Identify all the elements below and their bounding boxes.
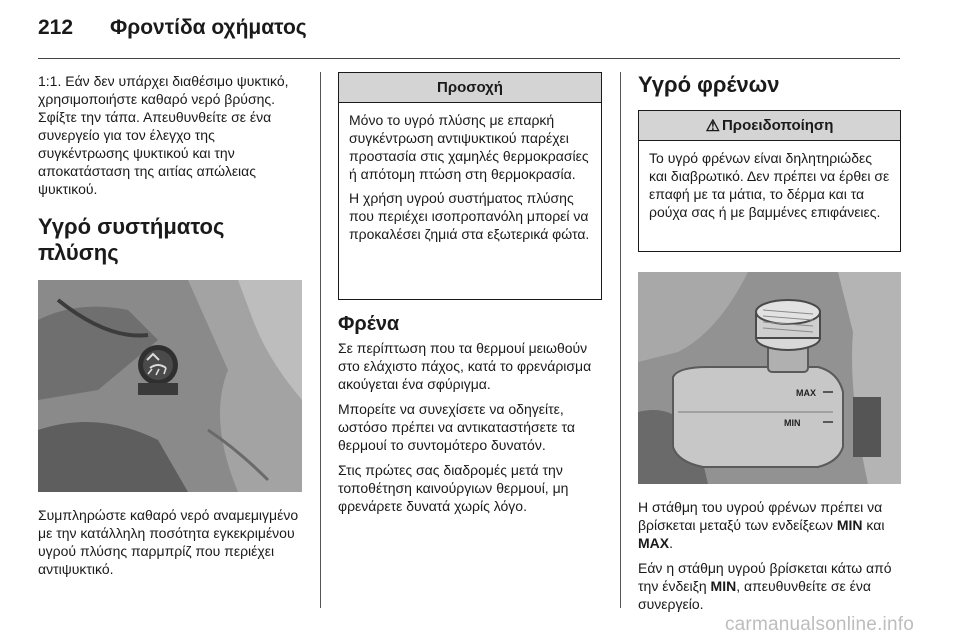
caution-text-2: Η χρήση υγρού συστήματος πλύσης που περιέχει ισοπροπανόλη μπορεί να προκαλέσει ζημιά στα εξωτερικά φώτα. — [349, 190, 590, 242]
caution-text-1: Μόνο το υγρό πλύσης με επαρκή συγκέντρωση αντιψυκτικού παρέχει προστασία στις χαμηλές θερμοκρασίες ή απότομη πτώση στη θερμοκρασία. — [349, 112, 589, 182]
max-mark-text: MAX — [638, 535, 670, 551]
caution-box — [338, 72, 602, 300]
level-text-part: . — [669, 535, 674, 551]
warning-title: Προειδοποίηση — [721, 117, 834, 134]
min-mark-text: MIN — [710, 578, 737, 594]
washer-fluid-caption: Συμπληρώστε καθαρό νερό αναμεμιγμένο με την κατάλληλη ποσότητα εγκεκριμένου υγρού πλύσης παρμπρίζ που περιέχει αντιψυκτικό. — [38, 507, 299, 577]
header-divider — [38, 58, 900, 59]
page-title: Φροντίδα οχήματος — [110, 16, 307, 39]
brake-fluid-text — [621, 498, 901, 613]
column-2 — [338, 72, 602, 522]
level-text-part: και — [862, 517, 885, 533]
page-number: 212 — [38, 16, 74, 39]
level-text-part: Η στάθμη του υγρού φρένων πρέπει να βρίσκεται μεταξύ των ενδείξεων — [638, 499, 883, 533]
warning-icon: ⚠ — [705, 118, 720, 135]
low-text-part: , απευθυνθείτε σε ένα συνεργείο. — [638, 578, 871, 612]
brake-fluid-heading: Υγρό φρένων — [638, 72, 780, 97]
brakes-text-3: Στις πρώτες σας διαδρομές μετά την τοποθέτηση καινούργιων θερμουί, μη φρενάρετε δυνατά χωρίς λόγο. — [338, 462, 569, 514]
max-label: MAX — [796, 388, 816, 398]
washer-fluid-heading: Υγρό συστήματος πλύσης — [38, 214, 225, 265]
min-label: MIN — [784, 418, 801, 428]
brake-fluid-low-text — [638, 559, 901, 613]
low-text-part: Εάν η στάθμη υγρού βρίσκεται κάτω από την ένδειξη — [638, 560, 892, 594]
brakes-text-2: Μπορείτε να συνεχίσετε να οδηγείτε, ωστόσο πρέπει να αντικαταστήσετε τα θερμουί το συντομότερο δυνατόν. — [338, 401, 575, 453]
brake-fluid-level-text — [638, 498, 901, 552]
min-mark-text: MIN — [836, 517, 863, 533]
coolant-intro-text: 1:1. Εάν δεν υπάρχει διαθέσιμο ψυκτικό, χρησιμοποιήστε καθαρό νερό βρύσης. Σφίξτε την τάπα. Απευθυνθείτε σε ένα συνεργείο για τον έλεγχο της συγκέντρωσης ψυκτικού και την αποκατάσταση της αιτίας απώλειας ψυκτικού. — [38, 73, 289, 197]
page-header — [38, 14, 900, 44]
caution-title: Προσοχή — [339, 73, 601, 103]
column-1 — [38, 72, 302, 585]
watermark: carmanualsonline.info — [724, 614, 914, 635]
column-3 — [621, 72, 901, 620]
warning-box — [638, 110, 901, 252]
warning-text: Το υγρό φρένων είναι δηλητηριώδες και διαβρωτικό. Δεν πρέπει να έρθει σε επαφή με τα μάτια, το δέρμα και τα ρούχα σας ή με βαμμένες επιφάνειες. — [649, 150, 890, 220]
column-divider-1 — [320, 72, 321, 608]
brakes-text-1: Σε περίπτωση που τα θερμουί μειωθούν στο ελάχιστο πάχος, κατά το φρενάρισμα ακούγεται ένα σφύριγμα. — [338, 340, 592, 392]
brakes-heading: Φρένα — [338, 313, 400, 335]
washer-fluid-figure — [38, 280, 302, 492]
warning-header — [639, 111, 900, 141]
brake-fluid-figure — [638, 272, 901, 484]
brake-fluid-reservoir-image — [638, 272, 901, 484]
washer-fluid-reservoir-image — [38, 280, 302, 492]
